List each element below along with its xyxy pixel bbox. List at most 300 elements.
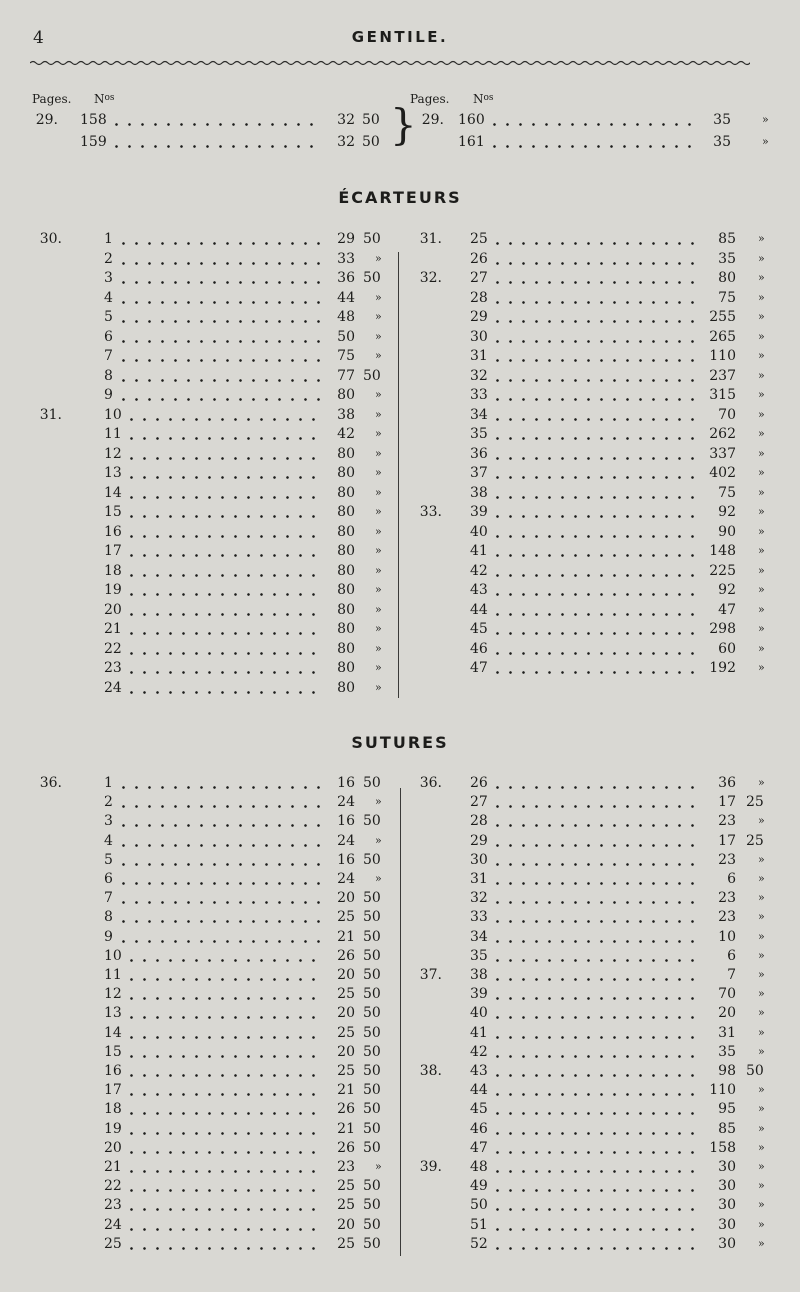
price-cents: » <box>758 968 765 981</box>
item-number: 12 <box>104 445 122 462</box>
price-cents: 50 <box>362 134 380 150</box>
dot-leader <box>491 1151 702 1154</box>
price-francs: 21 <box>337 1082 355 1099</box>
price-cents: » <box>758 602 765 616</box>
dot-leader <box>491 262 702 265</box>
price-francs: 80 <box>718 270 736 286</box>
dot-leader <box>491 281 702 284</box>
item-number: 2 <box>104 250 113 267</box>
price-francs: 80 <box>337 543 355 559</box>
price-cents: 50 <box>362 112 380 128</box>
item-number: 52 <box>470 1235 488 1252</box>
dot-leader <box>491 652 702 655</box>
dot-leader <box>491 940 702 943</box>
list-item <box>0 229 800 249</box>
list-item <box>0 366 800 386</box>
price-cents: » <box>758 948 765 962</box>
price-cents: » <box>758 852 765 866</box>
item-number: 33 <box>470 909 488 926</box>
item-number: 11 <box>104 426 122 442</box>
price-cents: » <box>758 1217 765 1231</box>
price-cents: 50 <box>363 775 381 791</box>
item-number: 38 <box>470 967 488 983</box>
price-francs: 23 <box>718 813 736 830</box>
item-number: 13 <box>104 465 122 481</box>
price-francs: 21 <box>337 928 355 945</box>
dot-leader <box>491 1093 702 1096</box>
price-francs: 225 <box>709 562 736 579</box>
price-cents: 50 <box>746 1063 764 1079</box>
list-item <box>0 580 800 600</box>
price-cents: » <box>758 891 765 905</box>
price-cents: 50 <box>363 1139 381 1156</box>
dot-leader <box>488 145 697 148</box>
price-francs: 21 <box>337 1120 355 1137</box>
price-cents: » <box>758 271 765 284</box>
price-cents: 50 <box>363 1216 381 1233</box>
item-number: 27 <box>470 794 488 811</box>
price-cents: » <box>375 544 382 557</box>
price-cents: » <box>375 466 382 479</box>
price-francs: 31 <box>718 1024 736 1041</box>
price-cents: 50 <box>363 367 381 384</box>
item-number: 16 <box>104 523 122 540</box>
price-cents: 50 <box>363 967 381 983</box>
item-number: 9 <box>104 928 113 945</box>
price-cents: 50 <box>363 813 381 830</box>
item-number: 6 <box>104 871 113 887</box>
price-cents: 50 <box>363 890 381 907</box>
item-number: 28 <box>470 813 488 830</box>
list-item <box>0 268 800 288</box>
price-francs: 80 <box>337 601 355 618</box>
dot-leader <box>491 1247 702 1250</box>
page-ref: 30. <box>39 231 62 247</box>
section-title-ecarteurs: ÉCARTEURS <box>338 188 462 207</box>
price-francs: 148 <box>709 543 736 559</box>
item-number: 36 <box>470 445 488 462</box>
price-francs: 36 <box>337 270 355 286</box>
dot-leader <box>491 1170 702 1173</box>
price-cents: » <box>758 544 765 557</box>
price-francs: 20 <box>337 1005 355 1022</box>
item-number: 159 <box>80 134 107 150</box>
price-francs: 77 <box>337 367 355 384</box>
item-number: 8 <box>104 909 113 926</box>
price-cents: 50 <box>363 1082 381 1099</box>
dot-leader <box>491 301 702 304</box>
dot-leader <box>491 863 702 866</box>
item-number: 26 <box>470 775 488 791</box>
item-number: 17 <box>104 543 122 559</box>
dot-leader <box>491 437 702 440</box>
item-number: 34 <box>470 406 488 423</box>
item-number: 32 <box>470 367 488 384</box>
price-francs: 35 <box>718 250 736 267</box>
price-cents: » <box>758 1198 765 1212</box>
running-head: GENTILE. <box>351 28 449 46</box>
price-francs: 44 <box>337 289 355 306</box>
dot-leader <box>491 457 702 460</box>
item-number: 39 <box>470 504 488 520</box>
price-francs: 80 <box>337 523 355 540</box>
price-cents: 50 <box>363 1178 381 1195</box>
price-francs: 95 <box>718 1101 736 1118</box>
item-number: 38 <box>470 484 488 501</box>
price-francs: 29 <box>337 231 355 247</box>
dot-leader <box>491 1074 702 1077</box>
page-ref: 36. <box>419 775 442 791</box>
price-francs: 110 <box>709 1082 736 1099</box>
price-cents: » <box>758 1140 765 1154</box>
item-number: 31 <box>470 348 488 364</box>
list-item <box>0 541 800 561</box>
price-francs: 255 <box>709 309 736 325</box>
price-francs: 26 <box>337 1139 355 1156</box>
item-number: 44 <box>470 601 488 618</box>
price-francs: 75 <box>718 289 736 306</box>
list-item <box>0 444 800 464</box>
item-number: 32 <box>470 890 488 907</box>
dot-leader <box>491 1036 702 1039</box>
dot-leader <box>491 1055 702 1058</box>
price-cents: » <box>758 329 765 343</box>
price-cents: » <box>375 427 382 440</box>
price-cents: » <box>375 833 382 847</box>
list-item <box>0 110 800 130</box>
item-number: 35 <box>470 947 488 964</box>
item-number: 41 <box>470 543 488 559</box>
price-cents: » <box>758 814 765 828</box>
dot-leader <box>125 691 321 694</box>
price-cents: » <box>758 251 765 265</box>
price-francs: 25 <box>337 1178 355 1195</box>
page-ref: 33. <box>419 504 442 520</box>
price-cents: » <box>758 368 765 382</box>
price-francs: 75 <box>718 484 736 501</box>
page-ref: 31. <box>419 231 442 247</box>
dot-leader <box>491 359 702 362</box>
price-francs: 110 <box>709 348 736 364</box>
dot-leader <box>491 613 702 616</box>
price-francs: 35 <box>713 134 731 150</box>
item-number: 50 <box>470 1197 488 1214</box>
column-divider-ecarteurs <box>398 252 399 698</box>
dot-leader <box>491 1112 702 1115</box>
price-cents: » <box>758 1006 765 1020</box>
dot-leader <box>491 320 702 323</box>
price-francs: 237 <box>709 367 736 384</box>
item-number: 158 <box>80 112 107 128</box>
item-number: 34 <box>470 928 488 945</box>
item-number: 23 <box>104 1197 122 1214</box>
list-item <box>0 288 800 308</box>
item-number: 43 <box>470 582 488 598</box>
item-number: 14 <box>104 1024 122 1041</box>
item-number: 17 <box>104 1082 122 1099</box>
item-number: 9 <box>104 387 113 403</box>
price-francs: 23 <box>718 851 736 868</box>
dot-leader <box>491 805 702 808</box>
price-francs: 24 <box>337 871 355 887</box>
price-francs: 98 <box>718 1063 736 1079</box>
price-cents: » <box>758 446 765 460</box>
item-number: 3 <box>104 813 113 830</box>
price-francs: 20 <box>337 967 355 983</box>
list-item <box>0 600 800 620</box>
price-francs: 80 <box>337 621 355 637</box>
price-francs: 80 <box>337 465 355 481</box>
item-number: 42 <box>470 562 488 579</box>
price-cents: » <box>375 349 382 362</box>
price-cents: » <box>375 505 382 518</box>
item-number: 30 <box>470 851 488 868</box>
item-number: 4 <box>104 289 113 306</box>
price-francs: 24 <box>337 832 355 849</box>
list-item <box>0 307 800 327</box>
price-cents: » <box>758 349 765 362</box>
dot-leader <box>491 1016 702 1019</box>
price-francs: 23 <box>718 909 736 926</box>
price-cents: 50 <box>363 1101 381 1118</box>
pages-label-right: Pages. <box>410 92 450 106</box>
price-francs: 80 <box>337 504 355 520</box>
item-number: 10 <box>104 947 122 964</box>
list-item <box>0 502 800 522</box>
item-number: 161 <box>458 134 485 150</box>
price-francs: 80 <box>337 387 355 403</box>
price-cents: » <box>375 583 382 596</box>
price-francs: 30 <box>718 1159 736 1175</box>
price-cents: 25 <box>746 794 764 811</box>
price-cents: 50 <box>363 1063 381 1079</box>
price-francs: 20 <box>337 1216 355 1233</box>
dot-leader <box>488 123 697 126</box>
price-cents: » <box>758 1083 765 1097</box>
item-number: 28 <box>470 289 488 306</box>
price-francs: 20 <box>337 1043 355 1060</box>
item-number: 7 <box>104 348 113 364</box>
price-francs: 26 <box>337 1101 355 1118</box>
price-cents: » <box>758 310 765 323</box>
page-ref: 31. <box>39 406 62 423</box>
list-item <box>0 658 800 678</box>
price-francs: 16 <box>337 775 355 791</box>
list-item <box>0 483 800 503</box>
price-cents: » <box>758 929 765 943</box>
list-item <box>0 405 800 425</box>
price-cents: 50 <box>363 231 381 247</box>
item-number: 41 <box>470 1024 488 1041</box>
item-number: 42 <box>470 1043 488 1060</box>
item-number: 24 <box>104 679 122 696</box>
price-francs: 33 <box>337 250 355 267</box>
dot-leader <box>491 632 702 635</box>
price-francs: 30 <box>718 1197 736 1214</box>
price-francs: 80 <box>337 562 355 579</box>
dot-leader <box>491 1132 702 1135</box>
price-francs: 25 <box>337 1197 355 1214</box>
price-francs: 25 <box>337 1063 355 1079</box>
price-francs: 402 <box>709 465 736 481</box>
item-number: 5 <box>104 851 113 868</box>
list-item <box>0 522 800 542</box>
price-francs: 85 <box>718 231 736 247</box>
pages-label-left: Pages. <box>32 92 72 106</box>
list-item <box>0 639 800 659</box>
price-cents: » <box>758 910 765 924</box>
price-francs: 32 <box>337 112 355 128</box>
price-francs: 92 <box>718 582 736 598</box>
price-cents: » <box>758 427 765 440</box>
dot-leader <box>491 1208 702 1211</box>
price-francs: 48 <box>337 309 355 325</box>
price-cents: 50 <box>363 1024 381 1041</box>
price-francs: 80 <box>337 445 355 462</box>
item-number: 43 <box>470 1063 488 1079</box>
item-number: 30 <box>470 328 488 345</box>
price-cents: » <box>375 524 382 538</box>
page-ref: 38. <box>419 1063 442 1079</box>
price-francs: 90 <box>718 523 736 540</box>
item-number: 49 <box>470 1178 488 1195</box>
price-cents: » <box>758 524 765 538</box>
price-francs: 80 <box>337 660 355 676</box>
price-cents: » <box>375 563 382 577</box>
item-number: 2 <box>104 794 113 811</box>
price-cents: » <box>758 1102 765 1116</box>
item-number: 8 <box>104 367 113 384</box>
price-cents: » <box>375 485 382 499</box>
item-number: 20 <box>104 601 122 618</box>
price-francs: 50 <box>337 328 355 345</box>
page-ref: 37. <box>419 967 442 983</box>
price-cents: » <box>758 232 765 245</box>
item-number: 21 <box>104 621 122 637</box>
price-francs: 42 <box>337 426 355 442</box>
price-francs: 70 <box>718 986 736 1003</box>
item-number: 39 <box>470 986 488 1003</box>
item-number: 35 <box>470 426 488 442</box>
item-number: 29 <box>470 832 488 849</box>
price-francs: 337 <box>709 445 736 462</box>
list-item <box>0 346 800 366</box>
page-number: 4 <box>33 28 44 48</box>
price-cents: » <box>758 1121 765 1135</box>
price-francs: 315 <box>709 387 736 403</box>
dot-leader <box>491 920 702 923</box>
price-cents: » <box>375 680 382 694</box>
item-number: 47 <box>470 1139 488 1156</box>
item-number: 46 <box>470 1120 488 1137</box>
price-francs: 80 <box>337 679 355 696</box>
dot-leader <box>491 535 702 538</box>
price-cents: » <box>758 407 765 421</box>
price-cents: » <box>375 872 382 885</box>
price-cents: » <box>375 388 382 401</box>
price-cents: » <box>758 661 765 674</box>
price-francs: 36 <box>718 775 736 791</box>
page-ref: 39. <box>419 1159 442 1175</box>
price-francs: 192 <box>709 660 736 676</box>
price-cents: » <box>758 485 765 499</box>
price-cents: » <box>375 310 382 323</box>
price-cents: » <box>375 661 382 674</box>
price-cents: » <box>375 446 382 460</box>
item-number: 51 <box>470 1216 488 1233</box>
price-cents: » <box>375 622 382 635</box>
numbers-label-left: $N^{os}$ <box>94 92 115 106</box>
item-number: 160 <box>458 112 485 128</box>
price-francs: 158 <box>709 1139 736 1156</box>
price-cents: » <box>375 251 382 265</box>
dot-leader <box>491 554 702 557</box>
price-cents: » <box>375 407 382 421</box>
item-number: 14 <box>104 484 122 501</box>
price-cents: » <box>758 1179 765 1193</box>
price-cents: » <box>758 1160 765 1173</box>
list-item <box>0 385 800 405</box>
dot-leader <box>491 593 702 596</box>
page-ref: 29. <box>421 112 444 128</box>
price-francs: 16 <box>337 851 355 868</box>
price-cents: » <box>758 872 765 885</box>
dot-leader <box>491 844 702 847</box>
price-francs: 20 <box>337 890 355 907</box>
list-item <box>0 619 800 639</box>
price-cents: 50 <box>363 986 381 1003</box>
price-cents: » <box>762 135 769 148</box>
price-cents: » <box>758 1044 765 1058</box>
dot-leader <box>491 476 702 479</box>
price-francs: 30 <box>718 1178 736 1195</box>
price-francs: 298 <box>709 621 736 637</box>
price-cents: » <box>375 795 382 809</box>
price-cents: 50 <box>363 851 381 868</box>
price-cents: » <box>758 388 765 401</box>
price-francs: 23 <box>337 1159 355 1175</box>
numbers-label-right: $N^{os}$ <box>473 92 494 106</box>
price-cents: » <box>758 583 765 596</box>
dot-leader <box>491 824 702 827</box>
dot-leader <box>491 398 702 401</box>
item-number: 25 <box>104 1235 122 1252</box>
item-number: 13 <box>104 1005 122 1022</box>
price-francs: 35 <box>713 112 731 128</box>
item-number: 25 <box>470 231 488 247</box>
dot-leader <box>491 959 702 962</box>
price-cents: » <box>758 987 765 1001</box>
item-number: 26 <box>470 250 488 267</box>
dot-leader <box>491 882 702 885</box>
item-number: 22 <box>104 640 122 657</box>
item-number: 44 <box>470 1082 488 1099</box>
item-number: 37 <box>470 465 488 481</box>
item-number: 19 <box>104 1120 122 1137</box>
list-item <box>0 249 800 269</box>
price-francs: 7 <box>727 967 736 983</box>
dot-leader <box>491 786 702 789</box>
price-francs: 25 <box>337 986 355 1003</box>
item-number: 24 <box>104 1216 122 1233</box>
price-cents: » <box>375 1160 382 1173</box>
item-number: 21 <box>104 1159 122 1175</box>
price-cents: 50 <box>363 928 381 945</box>
price-francs: 92 <box>718 504 736 520</box>
price-cents: 50 <box>363 1197 381 1214</box>
price-cents: 50 <box>363 1043 381 1060</box>
price-francs: 24 <box>337 794 355 811</box>
